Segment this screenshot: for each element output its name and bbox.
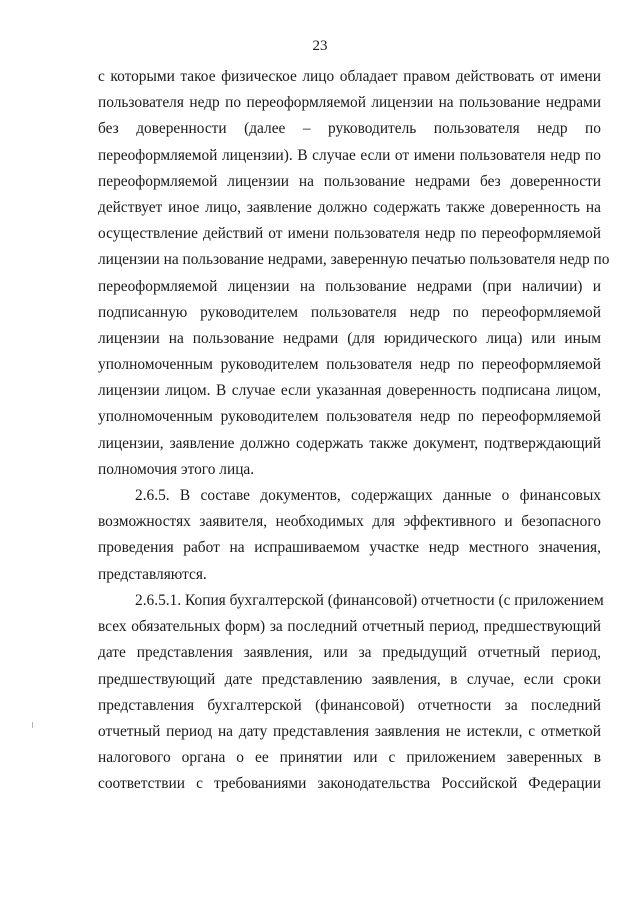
text-line: проведения работ на испрашиваемом участке недр местного значения, — [98, 539, 601, 557]
text-line: налогового органа о ее принятии или с приложением заверенных в — [98, 749, 601, 767]
text-line: всех обязательных форм) за последний отчетный период, предшествующий — [98, 618, 601, 636]
text-line: представления бухгалтерской (финансовой) отчетности за последний — [98, 696, 601, 714]
text-line: подписанную руководителем пользователя недр по переоформляемой — [98, 303, 601, 321]
text-line: предшествующий дате представлению заявления, в случае, если сроки — [98, 670, 601, 688]
text-line: полномочия этого лица. — [98, 460, 255, 478]
text-line: переоформляемой лицензии на пользование недрами (при наличии) и — [98, 277, 601, 295]
text-line: с которыми такое физическое лицо обладает правом действовать от имени — [98, 68, 601, 85]
text-line: без доверенности (далее – руководитель пользователя недр по — [98, 120, 601, 138]
text-line: представляются. — [98, 565, 207, 583]
paragraph-2-6-5-1 — [98, 588, 604, 798]
text-line: осуществление действий от имени пользователя недр по переоформляемой — [98, 225, 601, 243]
scan-margin-mark — [32, 722, 33, 728]
paragraph-2-6-5 — [98, 483, 601, 588]
text-line: пользователя недр по переоформляемой лицензии на пользование недрами — [98, 94, 601, 112]
page-number: 23 — [312, 38, 328, 54]
text-line: переоформляемой лицензии на пользование недрами без доверенности — [98, 172, 601, 190]
text-line: лицензии на пользование недрами, заверенную печатью пользователя недр по — [98, 251, 610, 269]
text-line: лицензии, заявление должно содержать также документ, подтверждающий — [98, 434, 601, 452]
text-line: возможностях заявителя, необходимых для эффективного и безопасного — [98, 513, 601, 531]
text-line: действует иное лицо, заявление должно содержать также доверенность на — [98, 198, 601, 216]
text-line: уполномоченным руководителем пользователя недр по переоформляемой — [98, 356, 601, 374]
text-line: лицензии на пользование недрами (для юридического лица) или иным — [98, 329, 601, 347]
text-line: уполномоченным руководителем пользователя недр по переоформляемой — [98, 408, 601, 426]
paragraph-document-signatory — [98, 64, 610, 483]
text-line: лицензии лицом. В случае если указанная доверенность подписана лицом, — [98, 382, 601, 400]
text-line: отчетный период на дату представления заявления не истекли, с отметкой — [98, 722, 601, 740]
text-line: 2.6.5.1. Копия бухгалтерской (финансовой) отчетности (с приложением — [135, 592, 604, 609]
text-line: 2.6.5. В составе документов, содержащих данные о финансовых — [135, 487, 601, 504]
text-line: соответствии с требованиями законодательства Российской Федерации — [98, 775, 601, 793]
text-line: переоформляемой лицензии). В случае если от имени пользователя недр по — [98, 146, 601, 164]
text-line: дате представления заявления, или за предыдущий отчетный период, — [98, 644, 601, 662]
